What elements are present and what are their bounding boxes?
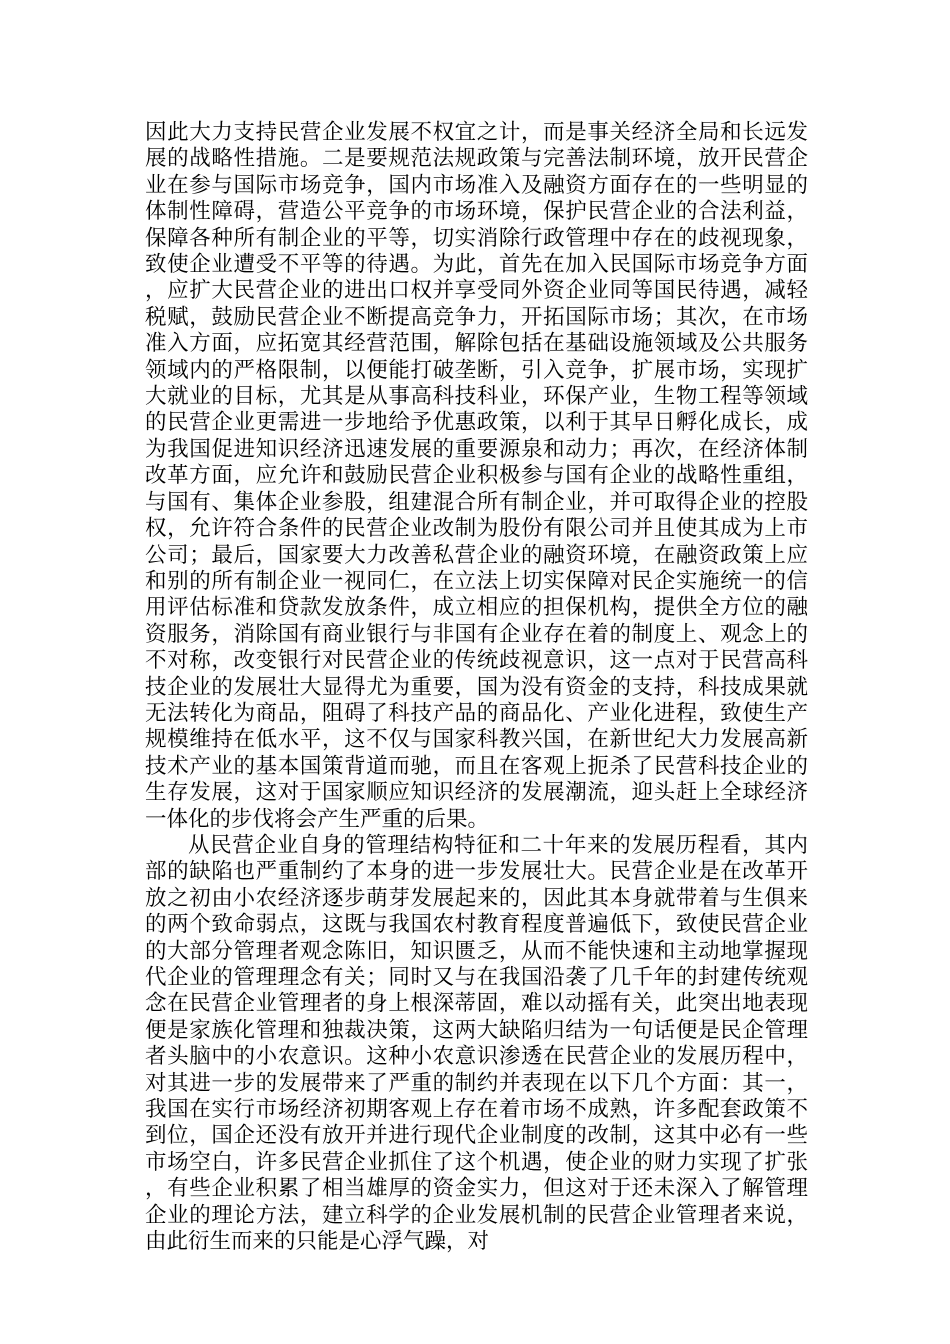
paragraph-2: 从民营企业自身的管理结构特征和二十年来的发展历程看，其内部的缺陷也严重制约了本身的进一步发展壮大。民营企业是在改革开放之初由小农经济逐步萌芽发展起来的，因此其本身就带着与生俱来的两个致命弱点，这既与我国农村教育程度普遍低下，致使民营企业的大部分管理者观念陈旧，知识匮乏，从而不能快速和主动地掌握现代企业的管理理念有关；同时又与在我国沿袭了几千年的封建传统观念在民营企业管理者的身上根深蒂固，难以动摇有关，此突出地表现便是家族化管理和独裁决策，这两大缺陷归结为一句话便是民企管理者头脑中的小农意识。这种小农意识渗透在民营企业的发展历程中，对其进一步的发展带来了严重的制约并表现在以下几个方面：其一，我国在实行市场经济初期客观上存在着市场不成熟，许多配套政策不到位，国企还没有放开并进行现代企业制度的改制，这其中必有一些市场空白，许多民营企业抓住了这个机遇，使企业的财力实现了扩张，有些企业积累了相当雄厚的资金实力，但这对于还未深入了解管理企业的理论方法，建立科学的企业发展机制的民营企业管理者来说，由此衍生而来的只能是心浮气躁，对 — [145, 832, 808, 1255]
document-page — [145, 120, 808, 1255]
paragraph-1: 因此大力支持民营企业发展不权宜之计，而是事关经济全局和长远发展的战略性措施。二是要规范法规政策与完善法制环境，放开民营企业在参与国际市场竞争，国内市场准入及融资方面存在的一些明显的体制性障碍，营造公平竞争的市场环境，保护民营企业的合法利益，保障各种所有制企业的平等，切实消除行政管理中存在的歧视现象，致使企业遭受不平等的待遇。为此，首先在加入民国际市场竞争方面，应扩大民营企业的进出口权并享受同外资企业同等国民待遇，减轻税赋，鼓励民营企业不断提高竞争力，开拓国际市场；其次，在市场准入方面，应拓宽其经营范围，解除包括在基础设施领域及公共服务领域内的严格限制，以便能打破垄断，引入竞争，扩展市场，实现扩大就业的目标，尤其是从事高科技科业，环保产业，生物工程等领域的民营企业更需进一步地给予优惠政策，以利于其早日孵化成长，成为我国促进知识经济迅速发展的重要源泉和动力；再次，在经济体制改革方面，应允许和鼓励民营企业积极参与国有企业的战略性重组，与国有、集体企业参股，组建混合所有制企业，并可取得企业的控股权，允许符合条件的民营企业改制为股份有限公司并且使其成为上市公司；最后，国家要大力改善私营企业的融资环境，在融资政策上应和别的所有制企业一视同仁，在立法上切实保障对民企实施统一的信用评估标准和贷款发放条件，成立相应的担保机构，提供全方位的融资服务，消除国有商业银行与非国有企业存在着的制度上、观念上的不对称，改变银行对民营企业的传统歧视意识，这一点对于民营高科技企业的发展壮大显得尤为重要，国为没有资金的支持，科技成果就无法转化为商品，阻碍了科技产品的商品化、产业化进程，致使生产规模维持在低水平，这不仅与国家科教兴国，在新世纪大力发展高新技术产业的基本国策背道而驰，而且在客观上扼杀了民营科技企业的生存发展，这对于国家顺应知识经济的发展潮流，迎头赶上全球经济一体化的步伐将会产生严重的后果。 — [145, 120, 808, 832]
